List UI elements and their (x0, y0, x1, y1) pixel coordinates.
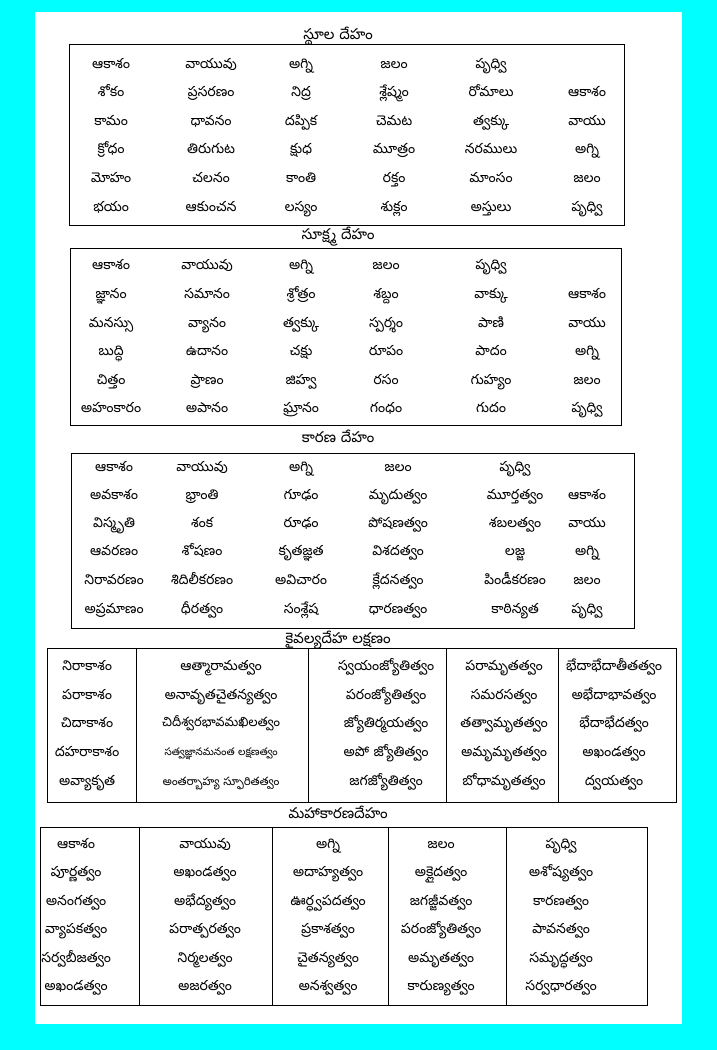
section-heading: స్థూల దేహం (303, 25, 373, 43)
table-cell: వాక్కు (474, 286, 508, 302)
table-cell: పరంజ్యోతిత్వం (400, 921, 482, 937)
table-cell: జ్ఞానం (95, 286, 127, 302)
table-cell: పరంజ్యోతిత్వం (345, 687, 427, 703)
column-divider (136, 649, 137, 802)
table-cell: ఆత్మారామత్వం (180, 658, 262, 674)
table-cell: ధారణత్వం (368, 601, 428, 617)
table-cell: పోషణత్వం (368, 515, 428, 531)
table-cell: వాయువు (179, 836, 231, 852)
table-cell: రసం (373, 372, 399, 388)
table-cell: అగ్ని (288, 257, 314, 273)
table-cell: కారణత్వం (532, 893, 590, 909)
section-table (40, 827, 648, 1006)
table-cell: అనంగత్వం (45, 893, 107, 909)
table-cell: రూపం (368, 343, 404, 359)
table-cell: వాయువు (181, 257, 233, 273)
table-cell: పృధ్వి (545, 836, 577, 852)
section-table (47, 648, 677, 803)
column-divider (308, 649, 309, 802)
column-divider (558, 649, 559, 802)
table-cell: మృదుత్వం (368, 487, 428, 503)
table-cell: ఊర్ధ్వపదత్వం (290, 893, 366, 909)
section-heading: సూక్ష్మ దేహం (301, 225, 375, 243)
table-cell: అభేద్యత్వం (174, 893, 236, 909)
table-cell: ఆవరణం (89, 543, 139, 559)
section-heading: మహాకారణదేహం (288, 804, 388, 822)
table-cell: కృతజ్ఞత (278, 543, 324, 559)
table-cell: భేదాభేదాతీతత్వం (566, 658, 662, 674)
table-cell: విశదత్వం (372, 543, 424, 559)
table-cell: శబలత్వం (488, 515, 542, 531)
table-cell: బోధామృతత్వం (462, 773, 546, 789)
table-cell: అఖండత్వం (44, 978, 108, 994)
table-cell: ఆకాశం (568, 286, 606, 302)
table-cell: అపో జ్యోతిత్వం (343, 744, 429, 760)
table-cell: పృధ్వి (499, 459, 531, 475)
table-cell: ఆకాశం (568, 487, 606, 503)
table-cell: శ్లేష్మం (379, 84, 409, 100)
table-cell: స్పర్శం (368, 315, 404, 331)
table-cell: శంక (190, 515, 214, 531)
table-cell: మూత్రం (372, 141, 416, 157)
table-cell: ద్వయత్వం (584, 773, 644, 789)
column-divider (506, 828, 507, 1005)
table-cell: పాదం (475, 343, 507, 359)
table-cell: క్రోధం (97, 141, 125, 157)
table-cell: స్వయంజ్యోతిత్వం (337, 658, 435, 674)
table-cell: మాంసం (469, 170, 513, 186)
table-cell: అగ్ని (574, 543, 600, 559)
table-cell: పాణి (478, 315, 504, 331)
table-cell: మనస్సు (88, 315, 134, 331)
table-cell: నిరావరణం (84, 572, 144, 588)
table-cell: ప్రాణం (190, 372, 224, 388)
table-cell: వాయు (568, 515, 606, 531)
table-cell: లజ్జ (504, 543, 526, 559)
table-cell: అంతర్బాహ్య స్ఫూరితత్వం (162, 774, 280, 788)
table-cell: పిండీకరణం (484, 572, 546, 588)
table-cell: అఖండత్వం (173, 864, 237, 880)
table-cell: అవిచారం (275, 572, 327, 588)
section-heading: కైవల్యదేహ లక్షణం (285, 629, 391, 647)
table-cell: శిదిలీకరణం (170, 572, 234, 588)
table-cell: తిరుగుట (187, 141, 235, 157)
table-cell: దప్పిక (284, 113, 318, 129)
section-heading: కారణ దేహం (301, 428, 375, 446)
table-cell: ధీరత్వం (180, 601, 224, 617)
table-cell: వాయువు (176, 459, 228, 475)
table-cell: అమృమృతత్వం (461, 744, 547, 760)
table-cell: సంశ్లేష (283, 601, 319, 617)
table-cell: ఉదానం (185, 343, 229, 359)
table-cell: అవకాశం (90, 487, 138, 503)
table-cell: సమానం (184, 286, 230, 302)
table-cell: జలం (573, 170, 601, 186)
table-cell: జిహ్వ (285, 372, 317, 388)
table-cell: పృధ్వి (571, 199, 603, 215)
column-divider (272, 828, 273, 1005)
table-cell: ఘ్రానం (283, 400, 319, 416)
table-cell: అగ్ని (574, 141, 600, 157)
table-cell: అగ్ని (288, 56, 314, 72)
table-cell: అప్రమాణం (84, 601, 144, 617)
table-cell: పృధ్వి (475, 56, 507, 72)
table-cell: పరాత్పరత్వం (169, 921, 241, 937)
table-cell: జలం (380, 56, 408, 72)
table-cell: కారుణ్యత్వం (407, 978, 475, 994)
table-cell: పృధ్వి (571, 400, 603, 416)
column-divider (139, 828, 140, 1005)
table-cell: ఆకాశం (57, 836, 95, 852)
table-cell: అనశ్వత్వం (298, 978, 358, 994)
table-cell: జలం (573, 372, 601, 388)
table-cell: చైతన్యత్వం (297, 950, 359, 966)
table-cell: ఆకాశం (92, 56, 130, 72)
table-cell: సమరసత్వం (470, 687, 538, 703)
table-cell: పృధ్వి (475, 257, 507, 273)
table-cell: ధావనం (190, 113, 232, 129)
table-cell: అగ్ని (574, 343, 600, 359)
table-cell: భ్రాంతి (185, 487, 219, 503)
table-cell: చిదీశ్వరభావమఖిలత్వం (162, 715, 280, 730)
table-cell: ప్రకాశత్వం (301, 921, 355, 937)
table-cell: ఆకుంచన (185, 199, 237, 215)
table-cell: విస్మృతి (93, 515, 135, 531)
table-cell: జలం (372, 257, 400, 273)
table-cell: వాయు (568, 113, 606, 129)
table-cell: అఖండత్వం (582, 744, 646, 760)
table-cell: అదాహ్యత్వం (292, 864, 364, 880)
table-cell: మూర్తత్వం (486, 487, 544, 503)
table-cell: వాయు (568, 315, 606, 331)
table-cell: కాంతి (285, 170, 317, 186)
table-cell: జగజ్జీవత్వం (409, 893, 473, 909)
table-cell: పూర్ణత్వం (50, 864, 102, 880)
table-cell: జలం (384, 459, 412, 475)
table-cell: దహరాకాశం (54, 744, 120, 760)
table-cell: సమృద్ధత్వం (529, 950, 593, 966)
table-cell: శోకం (97, 84, 125, 100)
table-cell: తత్వామృతత్వం (460, 715, 548, 731)
table-cell: జ్యోతిర్మయత్వం (343, 715, 429, 731)
table-cell: అక్లైదత్వం (414, 864, 468, 880)
table-cell: కాఠిన్యత (491, 601, 539, 617)
table-cell: అవ్యాకృత (58, 773, 116, 789)
table-cell: పృధ్వి (571, 601, 603, 617)
table-cell: అగ్ని (315, 836, 341, 852)
section-table (69, 44, 625, 226)
table-cell: భేదాభేదత్వం (579, 715, 649, 731)
table-cell: సర్వబీజత్వం (41, 950, 111, 966)
table-cell: ఆకాశం (92, 257, 130, 273)
table-cell: గుదం (476, 400, 506, 416)
table-cell: చక్షు (289, 343, 313, 359)
column-divider (446, 649, 447, 802)
table-cell: కామం (94, 113, 128, 129)
table-cell: చిదాకాశం (60, 715, 114, 731)
table-cell: నరములు (464, 141, 518, 157)
table-cell: పావనత్వం (532, 921, 590, 937)
table-cell: ఆకాశం (95, 459, 133, 475)
table-cell: అగ్ని (288, 459, 314, 475)
table-cell: శబ్దం (373, 286, 399, 302)
table-cell: అస్తులు (470, 199, 512, 215)
column-divider (388, 828, 389, 1005)
table-cell: అజరత్వం (178, 978, 232, 994)
table-cell: భయం (93, 199, 129, 215)
table-cell: త్వక్కు (283, 315, 319, 331)
table-cell: లస్యం (284, 199, 318, 215)
section-table (70, 248, 622, 426)
table-cell: జగజ్యోతిత్వం (349, 773, 423, 789)
table-cell: అశోష్యత్వం (528, 864, 594, 880)
table-cell: చిత్తం (96, 372, 126, 388)
table-cell: పరామృతత్వం (465, 658, 543, 674)
table-cell: సర్వధారత్వం (525, 978, 597, 994)
section-table (71, 453, 635, 629)
table-cell: శోషణం (181, 543, 223, 559)
table-cell: ఆకాశం (568, 84, 606, 100)
table-cell: శుక్లం (380, 199, 408, 215)
table-cell: నిరాకాశం (62, 658, 112, 674)
table-cell: అహంకారం (80, 400, 142, 416)
table-cell: మోహం (90, 170, 132, 186)
table-cell: వాయువు (185, 56, 237, 72)
table-cell: అనావృతచైతన్యత్వం (164, 687, 278, 703)
table-cell: గంధం (369, 400, 403, 416)
table-cell: జలం (427, 836, 455, 852)
table-cell: జలం (573, 572, 601, 588)
table-cell: నిద్ర (291, 84, 311, 100)
table-cell: నిర్మలత్వం (177, 950, 233, 966)
table-cell: చలనం (192, 170, 230, 186)
table-cell: రోమాలు (468, 84, 514, 100)
table-cell: శ్రోత్రం (286, 286, 316, 302)
table-cell: గుహ్యం (470, 372, 512, 388)
table-cell: త్వక్కు (473, 113, 509, 129)
table-cell: గూఢం (283, 487, 319, 503)
table-cell: అభేదాభావత్వం (571, 687, 657, 703)
table-cell: క్లేదనత్వం (372, 572, 424, 588)
table-cell: పరాకాశం (62, 687, 112, 703)
table-cell: అమృతత్వం (408, 950, 474, 966)
table-cell: రూఢం (283, 515, 319, 531)
table-cell: క్షుధ (289, 141, 313, 157)
table-cell: అపానం (185, 400, 229, 416)
table-cell: వ్యానం (187, 315, 227, 331)
table-cell: చెమట (375, 113, 413, 129)
table-cell: సత్వజ్ఞానమనంత లక్షణత్వం (164, 746, 278, 758)
table-cell: ప్రసరణం (187, 84, 235, 100)
table-cell: బుద్ధి (98, 343, 124, 359)
table-cell: వ్యాపకత్వం (44, 921, 108, 937)
table-cell: రక్తం (382, 170, 406, 186)
